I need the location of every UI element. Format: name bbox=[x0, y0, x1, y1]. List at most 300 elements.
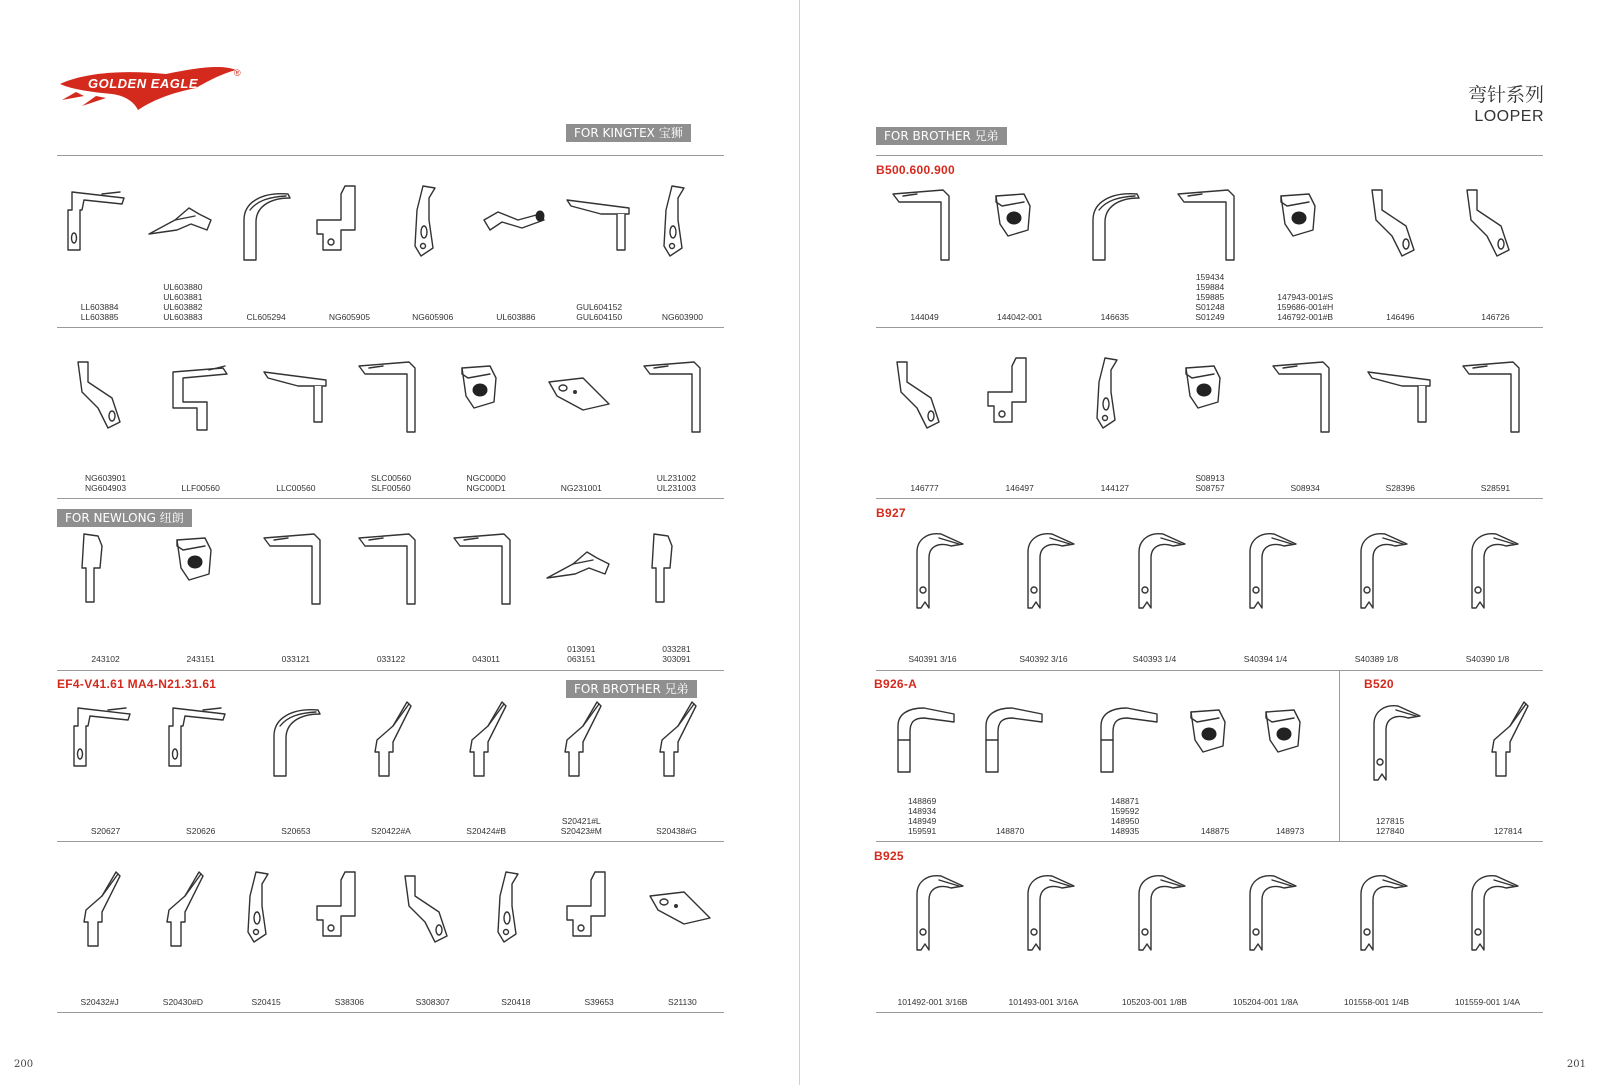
model-label-b500: B500.600.900 bbox=[876, 163, 955, 177]
part-code: 144049 bbox=[910, 312, 939, 322]
part-code: S39653 bbox=[584, 997, 614, 1007]
looper-part bbox=[1265, 180, 1345, 270]
part-code-group bbox=[970, 483, 1070, 493]
part-illustration bbox=[970, 696, 1050, 786]
part-code: 101559-001 1/4A bbox=[1454, 997, 1521, 1007]
looper-part bbox=[161, 696, 241, 786]
looper-part bbox=[256, 524, 336, 614]
part-illustration bbox=[351, 352, 431, 442]
part-code: 105204-001 1/8A bbox=[1232, 997, 1299, 1007]
part-code-group bbox=[341, 473, 441, 493]
part-illustration bbox=[1265, 352, 1345, 442]
part-illustration bbox=[1170, 352, 1250, 442]
part-code: 159591 bbox=[907, 826, 937, 836]
part-code: 159686-001#H bbox=[1277, 302, 1334, 312]
part-code-group bbox=[632, 312, 732, 322]
part-illustration bbox=[256, 696, 336, 786]
looper-part bbox=[980, 352, 1060, 442]
part-code-group bbox=[246, 654, 346, 664]
looper-part bbox=[636, 352, 716, 442]
part-code: 159434 bbox=[1195, 272, 1225, 282]
part-illustration bbox=[1170, 180, 1250, 270]
part-code-group bbox=[1105, 997, 1205, 1007]
part-code-group bbox=[151, 483, 251, 493]
rule bbox=[57, 670, 724, 671]
part-illustration bbox=[1455, 180, 1535, 270]
part-illustration bbox=[143, 180, 223, 270]
part-code: S40390 1/8 bbox=[1465, 654, 1510, 664]
part-code: S20424#B bbox=[466, 826, 506, 836]
model-label-ef4: EF4-V41.61 MA4-N21.31.61 bbox=[57, 677, 217, 691]
part-code-group bbox=[1445, 483, 1545, 493]
looper-part bbox=[885, 180, 965, 270]
part-code: S08913 bbox=[1195, 473, 1225, 483]
part-code: 303091 bbox=[662, 654, 691, 664]
part-code-group bbox=[1075, 796, 1175, 836]
part-illustration bbox=[1250, 696, 1330, 786]
part-code: 159885 bbox=[1195, 292, 1225, 302]
looper-part bbox=[1075, 180, 1155, 270]
part-illustration bbox=[1468, 696, 1548, 786]
part-code-group bbox=[875, 483, 975, 493]
part-code: 033281 bbox=[662, 644, 691, 654]
part-illustration bbox=[1350, 696, 1430, 786]
looper-part bbox=[351, 524, 431, 614]
part-illustration bbox=[393, 180, 473, 270]
rule bbox=[57, 498, 724, 499]
part-code-group bbox=[1458, 826, 1558, 836]
part-illustration bbox=[60, 866, 140, 956]
part-code-group bbox=[436, 473, 536, 493]
looper-part bbox=[559, 866, 639, 956]
looper-part bbox=[893, 524, 973, 614]
part-code-group bbox=[341, 654, 441, 664]
model-label-b520: B520 bbox=[1364, 677, 1394, 691]
part-code: S38306 bbox=[334, 997, 365, 1007]
looper-part bbox=[882, 696, 962, 786]
part-illustration bbox=[1004, 524, 1084, 614]
looper-part bbox=[393, 180, 473, 270]
part-code-group bbox=[436, 654, 536, 664]
part-code: 148870 bbox=[995, 826, 1025, 836]
part-code: NG605906 bbox=[412, 312, 454, 322]
part-code: GUL604152 bbox=[576, 302, 623, 312]
part-illustration bbox=[256, 352, 336, 442]
part-illustration bbox=[309, 180, 389, 270]
part-illustration bbox=[476, 866, 556, 956]
part-code: S20432#J bbox=[80, 997, 119, 1007]
part-code-group bbox=[1327, 654, 1427, 664]
part-code: 243102 bbox=[91, 654, 120, 664]
looper-part bbox=[446, 352, 526, 442]
part-code: GUL604150 bbox=[576, 312, 623, 322]
looper-part bbox=[143, 180, 223, 270]
part-code: LL603884 bbox=[80, 302, 119, 312]
part-illustration bbox=[893, 866, 973, 956]
part-code-group bbox=[875, 312, 975, 322]
looper-part bbox=[446, 524, 526, 614]
part-code: S20627 bbox=[90, 826, 121, 836]
part-code-group bbox=[994, 654, 1094, 664]
looper-part bbox=[1350, 696, 1430, 786]
part-code-group bbox=[1438, 654, 1538, 664]
looper-part bbox=[1448, 524, 1528, 614]
part-illustration bbox=[885, 180, 965, 270]
looper-part bbox=[636, 696, 716, 786]
looper-part bbox=[1455, 352, 1535, 442]
looper-part bbox=[980, 180, 1060, 270]
looper-part bbox=[161, 524, 241, 614]
part-illustration bbox=[1085, 696, 1165, 786]
looper-part bbox=[1250, 696, 1330, 786]
part-code-group bbox=[1216, 654, 1316, 664]
rule bbox=[876, 1012, 1543, 1013]
looper-part bbox=[1468, 696, 1548, 786]
part-illustration bbox=[256, 524, 336, 614]
part-code: S40389 1/8 bbox=[1354, 654, 1399, 664]
part-code: UL603886 bbox=[496, 312, 536, 322]
section-title-en: LOOPER bbox=[1474, 108, 1544, 125]
part-code: CL605294 bbox=[246, 312, 286, 322]
part-code-group bbox=[1065, 483, 1165, 493]
part-illustration bbox=[541, 696, 621, 786]
part-code-group bbox=[56, 654, 156, 664]
rule bbox=[57, 327, 724, 328]
looper-part bbox=[1085, 696, 1165, 786]
page-number-left: 200 bbox=[14, 1059, 34, 1070]
part-illustration bbox=[446, 524, 526, 614]
looper-part bbox=[161, 352, 241, 442]
looper-part bbox=[1226, 524, 1306, 614]
part-illustration bbox=[351, 696, 431, 786]
part-code: NG231001 bbox=[560, 483, 602, 493]
part-illustration bbox=[642, 866, 722, 956]
looper-part bbox=[1337, 866, 1417, 956]
looper-part bbox=[1448, 866, 1528, 956]
part-illustration bbox=[1004, 866, 1084, 956]
looper-part bbox=[541, 696, 621, 786]
brand-name: GOLDEN EAGLE bbox=[88, 76, 199, 91]
part-code: 148875 bbox=[1200, 826, 1230, 836]
part-code-group bbox=[341, 826, 441, 836]
part-code-group bbox=[436, 826, 536, 836]
part-code: S01249 bbox=[1195, 312, 1225, 322]
part-code: 043011 bbox=[472, 654, 500, 664]
part-code: 148869 bbox=[907, 796, 937, 806]
part-code: 146726 bbox=[1481, 312, 1510, 322]
part-illustration bbox=[1360, 352, 1440, 442]
rule bbox=[876, 498, 1543, 499]
part-code: 146792-001#B bbox=[1277, 312, 1334, 322]
part-code: 148935 bbox=[1110, 826, 1140, 836]
part-code-group bbox=[632, 997, 732, 1007]
part-code: NGC00D1 bbox=[466, 483, 506, 493]
part-illustration bbox=[980, 180, 1060, 270]
looper-part bbox=[1337, 524, 1417, 614]
rule bbox=[876, 670, 1543, 671]
page-divider bbox=[799, 0, 800, 1085]
looper-part bbox=[885, 352, 965, 442]
part-code-group bbox=[960, 826, 1060, 836]
part-illustration bbox=[66, 524, 146, 614]
looper-part bbox=[226, 180, 306, 270]
part-code-group bbox=[531, 644, 631, 664]
looper-part bbox=[970, 696, 1050, 786]
part-illustration bbox=[541, 524, 621, 614]
model-label-b925: B925 bbox=[874, 849, 904, 863]
part-illustration bbox=[642, 180, 722, 270]
band-brother-left: FOR BROTHER 兄弟 bbox=[566, 680, 697, 698]
part-illustration bbox=[1448, 866, 1528, 956]
part-code: S20438#G bbox=[656, 826, 697, 836]
part-code: S40391 3/16 bbox=[908, 654, 957, 664]
page-number-right: 201 bbox=[1566, 1059, 1586, 1070]
part-code: S01248 bbox=[1195, 302, 1225, 312]
part-code-group bbox=[1327, 997, 1427, 1007]
part-code: 144127 bbox=[1100, 483, 1130, 493]
part-code: S40393 1/4 bbox=[1132, 654, 1177, 664]
part-code: 146635 bbox=[1100, 312, 1130, 322]
looper-part bbox=[1075, 352, 1155, 442]
part-illustration bbox=[1360, 180, 1440, 270]
looper-part bbox=[642, 866, 722, 956]
part-illustration bbox=[636, 352, 716, 442]
golden-eagle-logo bbox=[56, 62, 246, 118]
part-code-group bbox=[1445, 312, 1545, 322]
part-code: S21130 bbox=[668, 997, 697, 1007]
part-code: SLC00560 bbox=[370, 473, 412, 483]
band-brother-right: FOR BROTHER 兄弟 bbox=[876, 127, 1007, 145]
looper-part bbox=[351, 696, 431, 786]
part-code: NG603901 bbox=[85, 473, 127, 483]
part-code: 033121 bbox=[281, 654, 311, 664]
looper-part bbox=[1360, 180, 1440, 270]
part-illustration bbox=[893, 524, 973, 614]
part-illustration bbox=[636, 524, 716, 614]
part-code: 127814 bbox=[1493, 826, 1523, 836]
part-code: UL231002 bbox=[656, 473, 697, 483]
part-code: 013091 bbox=[567, 644, 596, 654]
part-code: 101492-001 3/16B bbox=[897, 997, 968, 1007]
part-illustration bbox=[1115, 866, 1195, 956]
part-code: 148973 bbox=[1275, 826, 1305, 836]
part-code-group bbox=[246, 826, 346, 836]
part-code: 159592 bbox=[1110, 806, 1140, 816]
part-illustration bbox=[636, 696, 716, 786]
part-illustration bbox=[161, 352, 241, 442]
part-illustration bbox=[1448, 524, 1528, 614]
part-illustration bbox=[1075, 352, 1155, 442]
part-code: 159884 bbox=[1195, 282, 1225, 292]
part-illustration bbox=[309, 866, 389, 956]
part-code: LLF00560 bbox=[181, 483, 220, 493]
part-code: S40394 1/4 bbox=[1243, 654, 1288, 664]
part-code: NG603900 bbox=[661, 312, 703, 322]
part-code: 105203-001 1/8B bbox=[1121, 997, 1188, 1007]
part-code: NGC00D0 bbox=[466, 473, 506, 483]
part-code: S20422#A bbox=[371, 826, 411, 836]
looper-part bbox=[636, 524, 716, 614]
part-code-group bbox=[56, 473, 156, 493]
looper-part bbox=[1004, 524, 1084, 614]
part-code-group bbox=[994, 997, 1094, 1007]
part-code-group bbox=[626, 826, 726, 836]
part-code: UL603880 bbox=[163, 282, 203, 292]
part-code: NG605905 bbox=[328, 312, 370, 322]
part-code-group bbox=[56, 826, 156, 836]
part-illustration bbox=[1226, 866, 1306, 956]
looper-part bbox=[1265, 352, 1345, 442]
part-code: 146496 bbox=[1386, 312, 1415, 322]
part-illustration bbox=[1337, 524, 1417, 614]
rule bbox=[876, 841, 1543, 842]
model-label-b926a: B926-A bbox=[874, 677, 918, 691]
part-illustration bbox=[1226, 524, 1306, 614]
part-code-group bbox=[1255, 483, 1355, 493]
part-code-group bbox=[626, 473, 726, 493]
part-code: S20418 bbox=[501, 997, 531, 1007]
part-code-group bbox=[1255, 292, 1355, 322]
part-illustration bbox=[446, 352, 526, 442]
part-code: 148934 bbox=[907, 806, 937, 816]
part-code-group bbox=[151, 654, 251, 664]
part-code: 033122 bbox=[376, 654, 406, 664]
looper-part bbox=[351, 352, 431, 442]
part-code: S20423#M bbox=[560, 826, 602, 836]
part-code: 148871 bbox=[1110, 796, 1140, 806]
part-code-group bbox=[531, 483, 631, 493]
part-code: 127840 bbox=[1375, 826, 1405, 836]
looper-part bbox=[66, 696, 146, 786]
part-illustration bbox=[60, 180, 140, 270]
part-code: S28591 bbox=[1480, 483, 1511, 493]
looper-part bbox=[642, 180, 722, 270]
part-code-group bbox=[151, 826, 251, 836]
part-code-group bbox=[1240, 826, 1340, 836]
part-illustration bbox=[559, 866, 639, 956]
looper-part bbox=[1226, 866, 1306, 956]
part-code: 101558-001 1/4B bbox=[1343, 997, 1410, 1007]
part-code-group bbox=[1340, 816, 1440, 836]
part-code-group bbox=[246, 483, 346, 493]
looper-part bbox=[256, 352, 336, 442]
looper-part bbox=[559, 180, 639, 270]
part-illustration bbox=[541, 352, 621, 442]
part-illustration bbox=[1337, 866, 1417, 956]
part-code: S08934 bbox=[1290, 483, 1320, 493]
model-label-b927: B927 bbox=[876, 506, 906, 520]
part-illustration bbox=[351, 524, 431, 614]
part-code: S20626 bbox=[186, 826, 216, 836]
registered-mark: ® bbox=[234, 68, 241, 78]
part-code: 063151 bbox=[567, 654, 596, 664]
looper-part bbox=[541, 352, 621, 442]
looper-part bbox=[66, 352, 146, 442]
looper-part bbox=[1170, 180, 1250, 270]
looper-part bbox=[66, 524, 146, 614]
part-illustration bbox=[226, 180, 306, 270]
part-code: 146777 bbox=[910, 483, 939, 493]
part-code-group bbox=[1350, 312, 1450, 322]
band-kingtex: FOR KINGTEX 宝狮 bbox=[566, 124, 691, 142]
part-code: UL603882 bbox=[163, 302, 203, 312]
part-code: S40392 3/16 bbox=[1019, 654, 1068, 664]
part-illustration bbox=[66, 696, 146, 786]
part-code-group bbox=[883, 997, 983, 1007]
part-code: S20653 bbox=[281, 826, 311, 836]
looper-part bbox=[1360, 352, 1440, 442]
part-code: S28396 bbox=[1385, 483, 1415, 493]
part-illustration bbox=[446, 696, 526, 786]
part-code: S20430#D bbox=[162, 997, 203, 1007]
part-code: LL603885 bbox=[80, 312, 119, 322]
rule bbox=[876, 327, 1543, 328]
part-code-group bbox=[970, 312, 1070, 322]
looper-part bbox=[256, 696, 336, 786]
part-illustration bbox=[393, 866, 473, 956]
part-code: NG604903 bbox=[85, 483, 127, 493]
part-code: 148949 bbox=[907, 816, 937, 826]
part-code: 144042-001 bbox=[997, 312, 1043, 322]
part-illustration bbox=[1175, 696, 1255, 786]
part-illustration bbox=[559, 180, 639, 270]
section-title-cn: 弯针系列 bbox=[1467, 84, 1544, 106]
looper-part bbox=[226, 866, 306, 956]
looper-part bbox=[143, 866, 223, 956]
part-code: 243151 bbox=[186, 654, 215, 664]
part-code-group bbox=[1160, 272, 1260, 322]
looper-part bbox=[476, 180, 556, 270]
part-illustration bbox=[1455, 352, 1535, 442]
looper-part bbox=[541, 524, 621, 614]
looper-part bbox=[393, 866, 473, 956]
part-illustration bbox=[476, 180, 556, 270]
part-code: S08757 bbox=[1195, 483, 1225, 493]
part-code: 101493-001 3/16A bbox=[1008, 997, 1079, 1007]
part-code: 147943-001#S bbox=[1277, 292, 1334, 302]
band-newlong: FOR NEWLONG 纽朗 bbox=[57, 509, 192, 527]
looper-part bbox=[309, 180, 389, 270]
part-code: 146497 bbox=[1005, 483, 1034, 493]
part-code-group bbox=[1065, 312, 1165, 322]
looper-part bbox=[1175, 696, 1255, 786]
part-illustration bbox=[885, 352, 965, 442]
part-code-group bbox=[626, 644, 726, 664]
part-code: 148950 bbox=[1110, 816, 1140, 826]
part-code-group bbox=[872, 796, 972, 836]
part-code-group bbox=[531, 816, 631, 836]
looper-part bbox=[1455, 180, 1535, 270]
part-code-group bbox=[1105, 654, 1205, 664]
part-illustration bbox=[66, 352, 146, 442]
rule bbox=[57, 841, 724, 842]
looper-part bbox=[476, 866, 556, 956]
rule bbox=[57, 1012, 724, 1013]
rule bbox=[876, 155, 1543, 156]
part-code: UL231003 bbox=[656, 483, 697, 493]
looper-part bbox=[446, 696, 526, 786]
part-illustration bbox=[1075, 180, 1155, 270]
part-illustration bbox=[226, 866, 306, 956]
part-illustration bbox=[161, 524, 241, 614]
part-illustration bbox=[980, 352, 1060, 442]
part-illustration bbox=[161, 696, 241, 786]
part-code-group bbox=[1160, 473, 1260, 493]
part-code-group bbox=[1216, 997, 1316, 1007]
looper-part bbox=[1170, 352, 1250, 442]
part-code: S20415 bbox=[251, 997, 281, 1007]
part-code: S20421#L bbox=[561, 816, 601, 826]
